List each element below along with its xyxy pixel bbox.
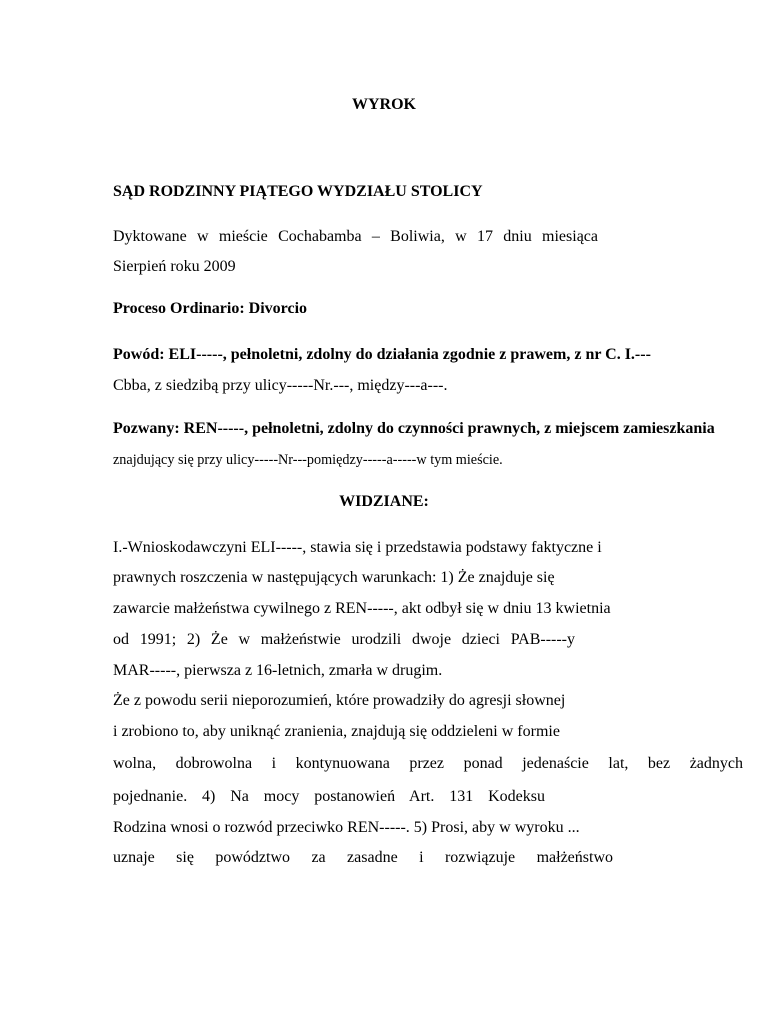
body-line: pojednanie. 4) Na mocy postanowień Art. 131 Kodeksu (113, 788, 545, 805)
plaintiff-line-2: Cbba, z siedzibą przy ulicy-----Nr.---, między---a---. (113, 377, 448, 394)
body-line: I.-Wnioskodawczyni ELI-----, stawia się i przedstawia podstawy faktyczne i (113, 539, 602, 556)
defendant-line-2: znajdujący się przy ulicy-----Nr---pomiędzy-----a-----w tym mieście. (113, 452, 503, 468)
body-line: Że z powodu serii nieporozumień, które prowadziły do agresji słownej (113, 692, 566, 709)
dictated-line-1: Dyktowane w mieście Cochabamba – Boliwia, w 17 dniu miesiąca (113, 228, 598, 245)
document-title: WYROK (352, 96, 416, 113)
body-line: od 1991; 2) Że w małżeństwie urodzili dwoje dzieci PAB-----y (113, 631, 575, 648)
process-type: Proceso Ordinario: Divorcio (113, 300, 308, 317)
body-line: wolna, dobrowolna i kontynuowana przez ponad jedenaście lat, bez żadnych (113, 755, 743, 772)
body-line: uznaje się powództwo za zasadne i rozwiązuje małżeństwo (113, 849, 613, 866)
section-heading: WIDZIANE: (339, 493, 429, 510)
court-name: SĄD RODZINNY PIĄTEGO WYDZIAŁU STOLICY (113, 183, 483, 200)
body-line: zawarcie małżeństwa cywilnego z REN-----, akt odbył się w dniu 13 kwietnia (113, 600, 611, 617)
body-line: MAR-----, pierwsza z 16-letnich, zmarła w drugim. (113, 662, 443, 679)
plaintiff-line-1: Powód: ELI-----, pełnoletni, zdolny do działania zgodnie z prawem, z nr C. I.--- (113, 346, 651, 363)
dictated-line-2: Sierpień roku 2009 (113, 258, 236, 275)
body-line: Rodzina wnosi o rozwód przeciwko REN-----. 5) Prosi, aby w wyroku ... (113, 819, 580, 836)
body-line: i zrobiono to, aby uniknąć zranienia, znajdują się oddzieleni w formie (113, 723, 560, 740)
defendant-line-1: Pozwany: REN-----, pełnoletni, zdolny do czynności prawnych, z miejscem zamieszkania (113, 420, 715, 437)
body-line: prawnych roszczenia w następujących warunkach: 1) Że znajduje się (113, 569, 555, 586)
